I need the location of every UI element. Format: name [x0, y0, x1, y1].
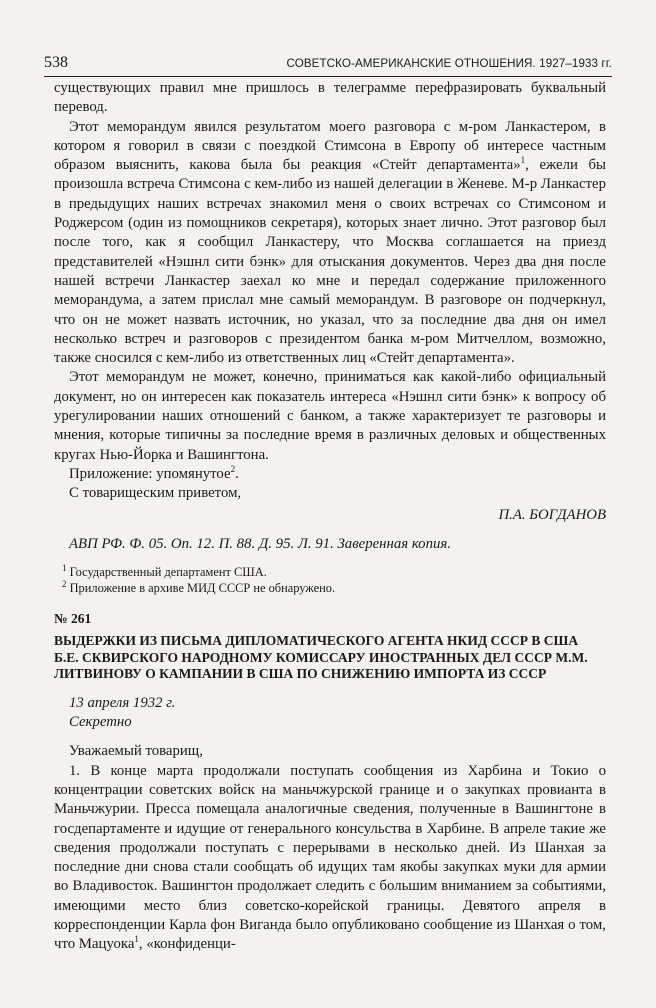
footnote-text: Государственный департамент США.: [69, 565, 267, 580]
footnote: [54, 565, 606, 581]
letter-text: 1. В конце марта продолжали поступать сообщения из Харбина и Токио о концентрации советских войск на маньчжурской границе и о закупках провианта в Маньчжурии. Пресса помещала аналогичные сведения, полученные в Вашингтоне в госдепартаменте и идущие от генерального консульства в Харбине. В апреле такие же сведения продолжали поступать с перерывами в несколько дней. Из Шанхая за последние дни снова стали сообщать об идущих там якобы закупках муки для армии во Владивосток. Вашингтон продолжает следить с большим вниманием за событиями, имеющими место близ советско-корейской границы. Девятого апреля в корреспонденции Карла фон Виганда было опубликовано сообщение из Шанхая о том, что Мацуока: [54, 762, 606, 953]
enclosure-text: Приложение: упомянутое: [69, 465, 231, 482]
page-number: 538: [44, 54, 68, 71]
letter-text-tail: , «конфиденци-: [138, 936, 236, 953]
enclosure-line: [54, 465, 606, 484]
letter-body: [54, 762, 606, 955]
running-title: СОВЕТСКО-АМЕРИКАНСКИЕ ОТНОШЕНИЯ. 1927–1933 гг.: [286, 57, 612, 70]
paragraph-continuation: существующих правил мне пришлось в телеграмме перефразировать буквальный перевод.: [54, 80, 606, 116]
footnote-ref: 1: [134, 934, 139, 945]
signature: П.А. БОГДАНОВ: [498, 506, 606, 523]
paragraph-text-tail: , ежели бы произошла встреча Стимсона с кем-либо из нашей делегации в Женеве. М-р Ланкастер в предыдущих наших встречах знакомил меня о своих встречах со Стимсоном и Роджерсом (один из помощников секретаря), которых знает лично. Этот разговор был после того, как я сообщил Ланкастеру, что Москва соглашается на приезд представителей «Нэшнл сити бэнк» для отыскания документов. Через два дня после нашей встречи Ланкастер заехал ко мне и передал содержание приложенного меморандума, а затем прислал мне самый меморандум. В разговоре он подчеркнул, что он не может назвать источник, но указал, что за последние два дня он имел несколько встреч и разговоров с президентом банка м-ром Митчеллом, возможно, также сносился с кем-либо из ответственных лиц «Стейт департамента».: [54, 157, 606, 367]
document-number: № 261: [54, 610, 92, 626]
footnote-ref: 1: [520, 155, 526, 166]
footnote-number: 1: [62, 563, 67, 573]
document-title: ВЫДЕРЖКИ ИЗ ПИСЬМА ДИПЛОМАТИЧЕСКОГО АГЕНТА НКИД СССР В США Б.Е. СКВИРСКОГО НАРОДНОМУ КОМИССАРУ ИНОСТРАННЫХ ДЕЛ СССР М.М. ЛИТВИНОВУ О КАМПАНИИ В США ПО СНИЖЕНИЮ ИМПОРТА ИЗ СССР: [54, 633, 588, 682]
footnote-text: Приложение в архиве МИД СССР не обнаружено.: [69, 580, 336, 595]
closing-regards: С товарищеским приветом,: [69, 485, 242, 502]
classification-mark: Секретно: [69, 714, 132, 731]
salutation: Уважаемый товарищ,: [69, 743, 203, 760]
footnote-ref: 2: [230, 464, 236, 475]
footnote: [54, 578, 606, 597]
document-date: 13 апреля 1932 г.: [69, 694, 176, 711]
paragraph-memorandum-value: Этот меморандум не может, конечно, приниматься как какой-либо официальный документ, но он интересен как показатель интереса «Нэшнл сити бэнк» к вопросу об урегулировании наших отношений с банком, а также характеризует те разговоры и мнения, которые типичны за последние время в различных деловых и общественных кругах Нью-Йорка и Вашингтона.: [54, 369, 606, 463]
enclosure-end: .: [235, 465, 239, 482]
paragraph-memorandum-origin: [54, 118, 606, 369]
paragraph-text: Этот меморандум явился результатом моего разговора с м-ром Ланкастером, в котором я говорил в связи с поездкой Стимсона в Европу об интересе частным образом выяснить, какова была бы реакция «Стейт департамента»: [54, 118, 606, 174]
page-content: [54, 79, 606, 955]
header-rule: [44, 76, 612, 77]
page-header: [44, 54, 612, 78]
archive-reference: АВП РФ. Ф. 05. Оп. 12. П. 88. Д. 95. Л. 91. Заверенная копия.: [69, 535, 451, 552]
footnote-number: 2: [62, 578, 67, 589]
footnotes: [54, 565, 606, 597]
